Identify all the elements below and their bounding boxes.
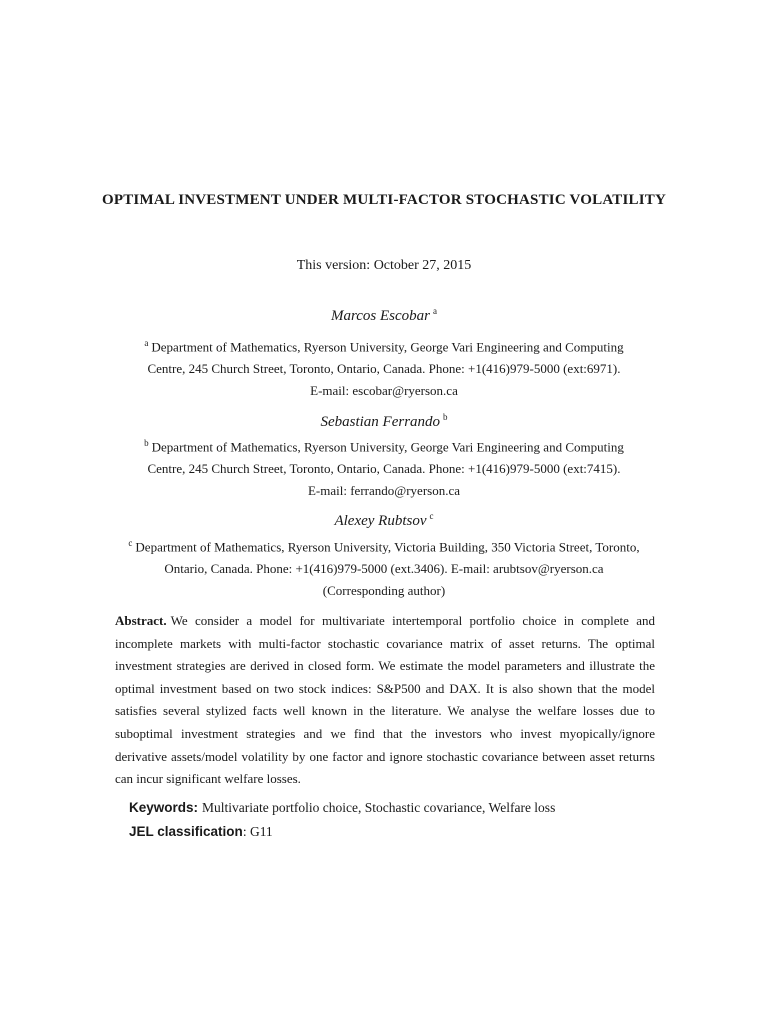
affiliation-line: Ontario, Canada. Phone: +1(416)979-5000 (ext.3406). E-mail: arubtsov@ryerson.ca: [164, 561, 604, 577]
author-superscript: a: [433, 306, 438, 316]
affiliation-text: Department of Mathematics, Ryerson University, George Vari Engineering and Computing: [151, 439, 624, 455]
author-superscript: c: [429, 511, 434, 521]
affiliation-superscript: a: [144, 338, 149, 348]
author-name-text: Alexey Rubtsov: [334, 513, 427, 529]
abstract-label: Abstract.: [115, 613, 167, 628]
keywords-text: Multivariate portfolio choice, Stochastic covariance, Welfare loss: [202, 800, 556, 815]
version-date: This version: October 27, 2015: [296, 258, 472, 273]
author-affiliation: [100, 432, 668, 502]
affiliation-email: E-mail: escobar@ryerson.ca: [310, 383, 458, 399]
affiliation-superscript: c: [128, 538, 133, 548]
paper-title: OPTIMAL INVESTMENT UNDER MULTI-FACTOR STOCHASTIC VOLATILITY: [102, 192, 666, 208]
affiliation-line: Centre, 245 Church Street, Toronto, Ontario, Canada. Phone: +1(416)979-5000 (ext:7415).: [147, 461, 621, 477]
affiliation-line: Centre, 245 Church Street, Toronto, Ontario, Canada. Phone: +1(416)979-5000 (ext:6971).: [147, 361, 621, 377]
keywords-label: Keywords:: [129, 800, 199, 815]
author-name-text: Marcos Escobar: [330, 308, 431, 324]
author-name: [0, 412, 768, 431]
author-affiliation: [100, 332, 668, 402]
affiliation-text: Department of Mathematics, Ryerson University, George Vari Engineering and Computing: [151, 339, 624, 355]
affiliation-line: [100, 332, 668, 358]
author-name-text: Sebastian Ferrando: [320, 414, 441, 430]
affiliation-superscript: b: [144, 438, 149, 448]
affiliation-line: [100, 432, 668, 458]
keywords: [129, 800, 669, 816]
jel-label: JEL classification: [129, 824, 243, 839]
author-affiliation: [84, 532, 684, 602]
jel-classification: [129, 824, 669, 840]
abstract-text: We consider a model for multivariate intertemporal portfolio choice in complete and incomplete markets with multi-factor stochastic covariance matrix of asset returns. The optimal investment strategies are derived in closed form. We estimate the model parameters and illustrate the optimal investment based on two stock indices: S&P500 and DAX. It is also shown that the model satisfies several stylized facts well known in the literature. We analyse the welfare losses due to suboptimal investment strategies and we find that the investors who invest myopically/ignore derivative assets/model volatility by one factor and ignore stochastic covariance between asset returns can incur significant welfare losses.: [115, 613, 655, 787]
corresponding-author-note: (Corresponding author): [322, 583, 446, 599]
author-name: [0, 306, 768, 325]
author-name: [0, 511, 768, 530]
abstract: [115, 610, 655, 791]
affiliation-email: E-mail: ferrando@ryerson.ca: [307, 483, 460, 499]
affiliation-text: Department of Mathematics, Ryerson University, Victoria Building, 350 Victoria Street, Toronto,: [135, 539, 640, 555]
jel-text: : G11: [242, 824, 273, 839]
author-superscript: b: [443, 412, 448, 422]
affiliation-line: [84, 532, 684, 558]
